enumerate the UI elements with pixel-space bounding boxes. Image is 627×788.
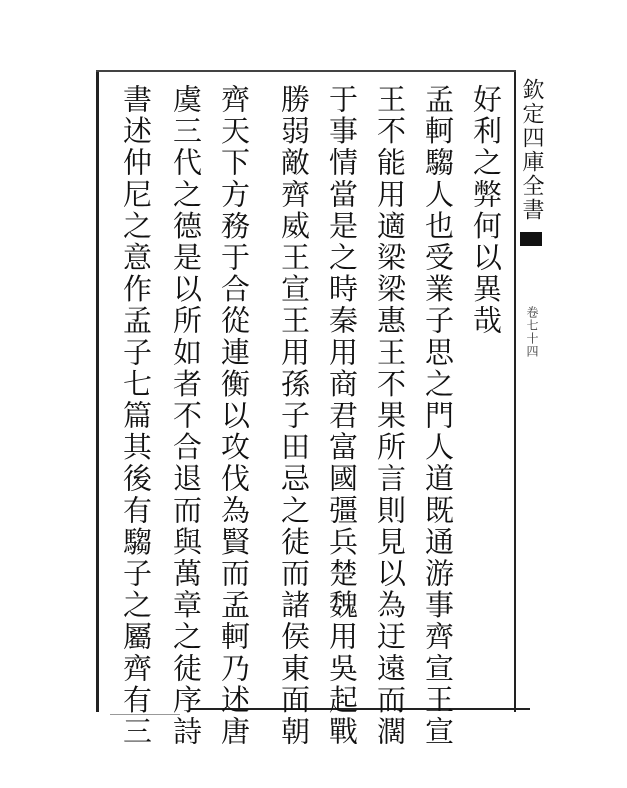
spine-volume: 卷七十四 [525,306,539,358]
text-column-3 [368,84,412,748]
text-column-5 [272,84,316,748]
border-left-rule [96,72,99,712]
text-column-2 [416,84,460,748]
column-text: 勝弱敵齊威王宣王用孫子田忌之徒而諸侯東面朝 [277,84,311,748]
column-text: 好利之弊何以異哉 [469,84,503,337]
spine-title: 欽定四庫全書 [519,78,544,222]
column-text: 虞三代之德是以所如者不合退而與萬章之徒序詩 [169,84,203,748]
book-spine [516,78,550,358]
spine-black-block [520,232,542,246]
text-column-4 [320,84,364,748]
text-column-7 [164,84,208,748]
border-top-rule [96,70,516,72]
text-column-6 [212,84,256,748]
column-text: 王不能用適梁梁惠王不果所言則見以為迂遠而濶 [373,84,407,748]
text-column-8 [114,84,158,748]
text-column-1 [464,84,508,337]
column-text: 于事情當是之時秦用商君富國彊兵楚魏用吳起戰 [325,84,359,748]
column-text: 孟軻騶人也受業子思之門人道既通游事齊宣王宣 [421,84,455,748]
column-text: 齊天下方務于合從連衡以攻伐為賢而孟軻乃述唐 [217,84,251,748]
column-text: 書述仲尼之意作孟子七篇其後有騶子之屬齊有三 [119,84,153,748]
